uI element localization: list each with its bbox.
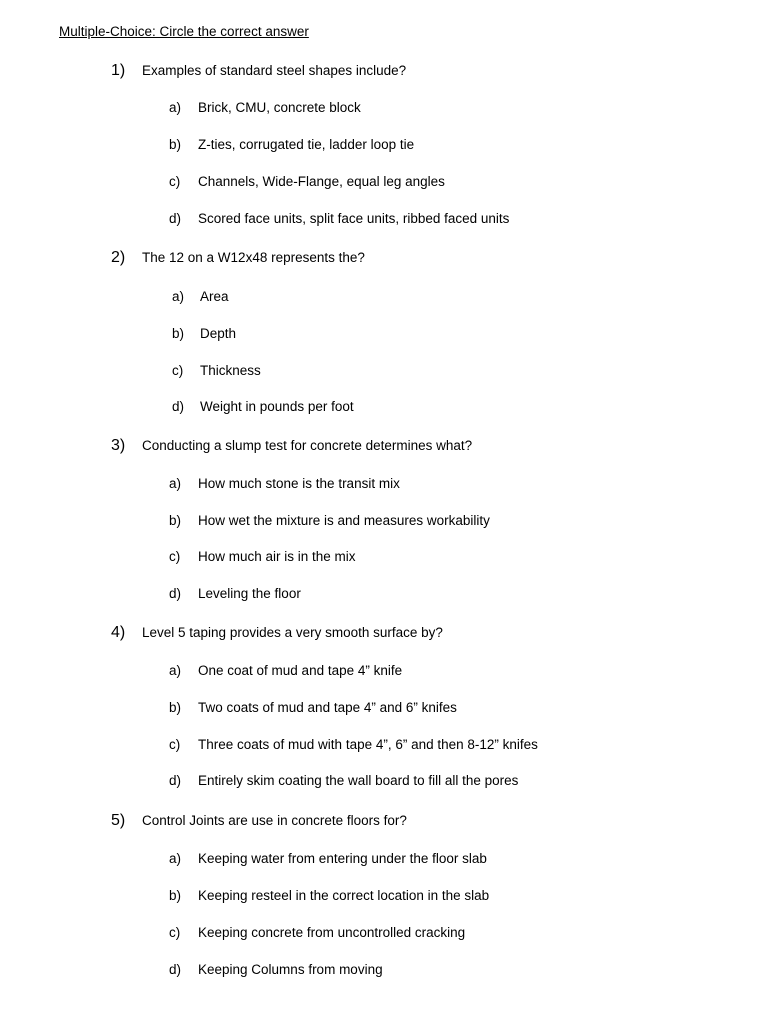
option-text: Brick, CMU, concrete block <box>198 100 361 115</box>
option-text: One coat of mud and tape 4” knife <box>198 663 403 678</box>
option-letter: d) <box>169 211 182 226</box>
option-letter: b) <box>169 137 182 152</box>
question-4-option-b[interactable] <box>169 700 457 715</box>
question-4-option-a[interactable] <box>169 663 402 678</box>
question-1-option-a[interactable] <box>169 100 361 115</box>
option-text: How much air is in the mix <box>198 549 356 564</box>
question-number: 2) <box>111 249 126 266</box>
option-letter: a) <box>169 100 182 115</box>
option-letter: d) <box>172 399 185 414</box>
question-1-option-c[interactable] <box>169 174 445 189</box>
option-letter: d) <box>169 586 182 601</box>
question-text: Examples of standard steel shapes include? <box>142 63 407 78</box>
option-letter: c) <box>169 925 181 940</box>
worksheet-heading: Multiple-Choice: Circle the correct answer <box>59 24 309 39</box>
option-letter: c) <box>169 737 181 752</box>
question-4-option-c[interactable] <box>169 737 538 752</box>
option-text: Keeping Columns from moving <box>198 962 383 977</box>
question-text: Conducting a slump test for concrete determines what? <box>142 438 473 453</box>
question-4 <box>111 624 443 642</box>
option-letter: a) <box>169 663 182 678</box>
option-letter: c) <box>172 363 184 378</box>
option-text: Keeping concrete from uncontrolled cracking <box>198 925 466 940</box>
question-5-option-c[interactable] <box>169 925 465 940</box>
question-2 <box>111 249 365 267</box>
question-text: Control Joints are use in concrete floors for? <box>142 813 407 828</box>
question-1 <box>111 62 406 80</box>
question-4-option-d[interactable] <box>169 773 518 788</box>
question-text: Level 5 taping provides a very smooth surface by? <box>142 625 443 640</box>
question-2-option-a[interactable] <box>172 289 229 304</box>
question-5 <box>111 812 407 830</box>
option-text: Weight in pounds per foot <box>200 399 354 414</box>
option-text: Leveling the floor <box>198 586 301 601</box>
option-letter: a) <box>169 476 182 491</box>
option-letter: b) <box>169 700 182 715</box>
question-number: 1) <box>111 62 126 79</box>
option-letter: c) <box>169 549 181 564</box>
option-text: Area <box>200 289 229 304</box>
question-3-option-a[interactable] <box>169 476 400 491</box>
option-text: Channels, Wide-Flange, equal leg angles <box>198 174 445 189</box>
question-5-option-b[interactable] <box>169 888 489 903</box>
option-text: Keeping resteel in the correct location in the slab <box>198 888 490 903</box>
question-number: 3) <box>111 437 126 454</box>
question-text: The 12 on a W12x48 represents the? <box>142 250 365 265</box>
option-letter: b) <box>172 326 185 341</box>
question-1-option-b[interactable] <box>169 137 414 152</box>
question-3-option-d[interactable] <box>169 586 301 601</box>
option-letter: d) <box>169 773 182 788</box>
question-1-option-d[interactable] <box>169 211 509 226</box>
question-2-option-c[interactable] <box>172 363 261 378</box>
question-3 <box>111 437 472 455</box>
option-text: Depth <box>200 326 237 341</box>
question-3-option-c[interactable] <box>169 549 356 564</box>
option-letter: c) <box>169 174 181 189</box>
question-2-option-b[interactable] <box>172 326 236 341</box>
question-2-option-d[interactable] <box>172 399 354 414</box>
question-number: 4) <box>111 624 126 641</box>
option-text: Two coats of mud and tape 4” and 6” knifes <box>198 700 457 715</box>
option-letter: a) <box>169 851 182 866</box>
option-text: Z-ties, corrugated tie, ladder loop tie <box>198 137 415 152</box>
option-letter: b) <box>169 513 182 528</box>
option-text: Thickness <box>200 363 261 378</box>
option-letter: d) <box>169 962 182 977</box>
question-5-option-a[interactable] <box>169 851 487 866</box>
question-3-option-b[interactable] <box>169 513 490 528</box>
option-letter: b) <box>169 888 182 903</box>
option-text: Keeping water from entering under the floor slab <box>198 851 487 866</box>
question-5-option-d[interactable] <box>169 962 383 977</box>
option-text: How much stone is the transit mix <box>198 476 400 491</box>
option-text: Scored face units, split face units, ribbed faced units <box>198 211 510 226</box>
option-text: How wet the mixture is and measures workability <box>198 513 490 528</box>
question-number: 5) <box>111 812 126 829</box>
option-text: Three coats of mud with tape 4”, 6” and then 8-12” knifes <box>198 737 538 752</box>
option-text: Entirely skim coating the wall board to fill all the pores <box>198 773 519 788</box>
option-letter: a) <box>172 289 185 304</box>
